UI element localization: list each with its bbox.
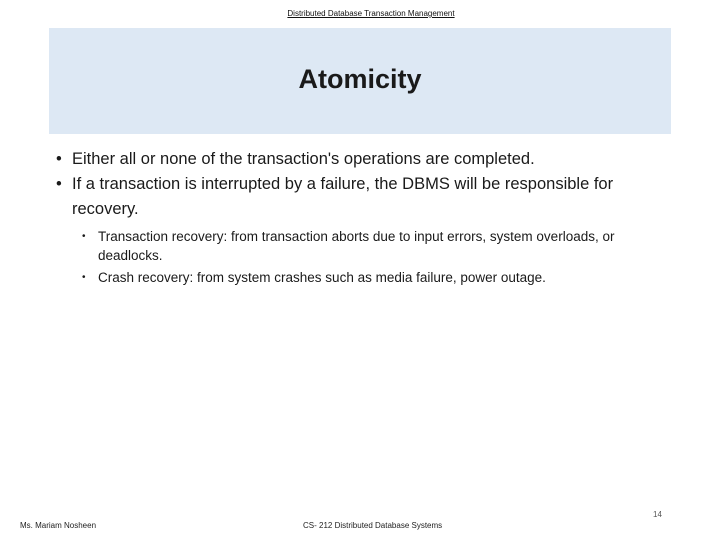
bullet-text: Either all or none of the transaction's operations are completed. [72,150,535,168]
footer-author: Ms. Mariam Nosheen [20,521,97,530]
bullet-icon: • [82,231,86,242]
bullet-icon: • [56,150,62,168]
bullet-list [56,147,676,287]
sub-bullet-item [82,227,676,265]
footer-course: CS- 212 Distributed Database Systems [303,521,443,530]
bullet-item [56,172,676,222]
sub-bullet-item [82,268,676,287]
sub-bullet-list [82,227,676,287]
page-number: 14 [653,510,662,519]
sub-bullet-text: Crash recovery: from system crashes such as media failure, power outage. [98,270,546,285]
header-title: Distributed Database Transaction Management [287,9,455,18]
bullet-text: If a transaction is interrupted by a failure, the DBMS will be responsible for recovery. [72,175,614,218]
sub-bullet-text: Transaction recovery: from transaction aborts due to input errors, system overloads, or deadlocks. [98,229,615,263]
bullet-item [56,147,676,172]
slide-title: Atomicity [298,64,422,94]
bullet-icon: • [82,272,86,283]
bullet-icon: • [56,175,62,193]
